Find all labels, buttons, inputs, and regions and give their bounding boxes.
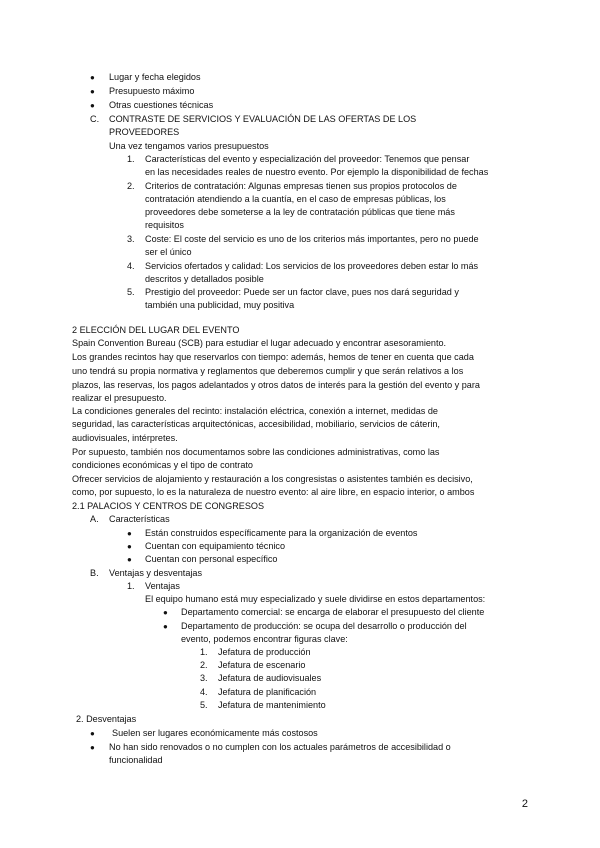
bullet-marker: ● bbox=[90, 101, 95, 110]
list-item-text: Jefatura de escenario bbox=[218, 660, 306, 670]
list-item-text: Jefatura de audiovisuales bbox=[218, 673, 322, 683]
subsection-label: Ventajas bbox=[145, 581, 180, 591]
list-marker: A. bbox=[90, 514, 99, 524]
list-item-text: Jefatura de producción bbox=[218, 647, 311, 657]
list-marker: B. bbox=[90, 568, 99, 578]
subsection-label: 2. Desventajas bbox=[76, 714, 137, 724]
bullet-text: Departamento comercial: se encarga de elaborar el presupuesto del cliente bbox=[181, 607, 485, 617]
subsection-label: Ventajas y desventajas bbox=[109, 568, 203, 578]
bullet-text: evento, podemos encontrar figuras clave: bbox=[181, 634, 348, 644]
section-21-heading: 2.1 PALACIOS Y CENTROS DE CONGRESOS bbox=[72, 501, 265, 511]
paragraph-line: Spain Convention Bureau (SCB) para estudiar el lugar adecuado y encontrar asesoramiento. bbox=[72, 338, 447, 348]
paragraph-line: uno tendrá su propia normativa y reglamentos que deberemos cumplir y que serán relativos a los bbox=[72, 366, 464, 376]
list-item-text: descritos y detallados posible bbox=[145, 274, 264, 284]
list-marker: 2. bbox=[127, 181, 135, 191]
paragraph-line: La condiciones generales del recinto: instalación eléctrica, conexión a internet, medidas de bbox=[72, 406, 438, 416]
list-marker: 4. bbox=[127, 261, 135, 271]
list-marker: 1. bbox=[127, 581, 135, 591]
list-marker: 3. bbox=[127, 234, 135, 244]
paragraph-line: El equipo humano está muy especializado y suele dividirse en estos departamentos: bbox=[145, 594, 486, 604]
list-item-text: Criterios de contratación: Algunas empresas tienen sus propios protocolos de bbox=[145, 181, 457, 191]
bullet-marker: ● bbox=[90, 87, 95, 96]
paragraph-line: Por supuesto, también nos documentamos sobre las condiciones administrativas, como las bbox=[72, 447, 440, 457]
list-item-text: Coste: El coste del servicio es uno de los criterios más importantes, pero no puede bbox=[145, 234, 479, 244]
section-c-heading: CONTRASTE DE SERVICIOS Y EVALUACIÓN DE LAS OFERTAS DE LOS bbox=[109, 114, 417, 124]
list-item-text: proveedores debe someterse a la ley de contratación públicas que tiene más bbox=[145, 207, 455, 217]
section-c-marker: C. bbox=[90, 114, 100, 124]
paragraph-line: audiovisuales, intérpretes. bbox=[72, 433, 178, 443]
section-c-heading: PROVEEDORES bbox=[109, 127, 180, 137]
bullet-text: Cuentan con equipamiento técnico bbox=[145, 541, 286, 551]
list-marker: 1. bbox=[127, 154, 135, 164]
bullet-text: Otras cuestiones técnicas bbox=[109, 100, 214, 110]
bullet-text: Cuentan con personal específico bbox=[145, 554, 278, 564]
list-marker: 5. bbox=[200, 700, 208, 710]
list-marker: 2. bbox=[200, 660, 208, 670]
bullet-text: Lugar y fecha elegidos bbox=[109, 72, 201, 82]
bullet-text: Presupuesto máximo bbox=[109, 86, 195, 96]
bullet-marker: ● bbox=[127, 529, 132, 538]
bullet-marker: ● bbox=[127, 542, 132, 551]
paragraph-line: realizar el presupuesto. bbox=[72, 393, 167, 403]
bullet-text: funcionalidad bbox=[109, 755, 163, 765]
bullet-marker: ● bbox=[90, 73, 95, 82]
list-item-text: ser el único bbox=[145, 247, 192, 257]
list-item-text: Servicios ofertados y calidad: Los servicios de los proveedores deben estar lo más bbox=[145, 261, 479, 271]
bullet-text: Están construidos específicamente para la organización de eventos bbox=[145, 528, 418, 538]
page-number: 2 bbox=[521, 798, 528, 810]
list-marker: 1. bbox=[200, 647, 208, 657]
bullet-text: Departamento de producción: se ocupa del desarrollo o producción del bbox=[181, 621, 467, 631]
bullet-marker: ● bbox=[90, 729, 95, 738]
list-item-text: Jefatura de mantenimiento bbox=[218, 700, 326, 710]
bullet-text: No han sido renovados o no cumplen con los actuales parámetros de accesibilidad o bbox=[109, 742, 451, 752]
bullet-text: Suelen ser lugares económicamente más costosos bbox=[112, 728, 318, 738]
bullet-marker: ● bbox=[163, 622, 168, 631]
section-2-heading: 2 ELECCIÓN DEL LUGAR DEL EVENTO bbox=[72, 325, 240, 335]
list-item-text: Prestigio del proveedor: Puede ser un factor clave, pues nos dará seguridad y bbox=[145, 287, 459, 297]
subsection-label: Características bbox=[109, 514, 170, 524]
list-marker: 4. bbox=[200, 687, 208, 697]
paragraph-line: plazos, las reservas, los pagos adelantados y otros datos de interés para la gestión del evento y para bbox=[72, 380, 480, 390]
list-marker: 5. bbox=[127, 287, 135, 297]
section-c-intro: Una vez tengamos varios presupuestos bbox=[109, 141, 269, 151]
paragraph-line: condiciones económicas y el tipo de contrato bbox=[72, 460, 253, 470]
paragraph-line: como, por supuesto, lo es la naturaleza de nuestro evento: al aire libre, en espacio interior, o ambos bbox=[72, 487, 475, 497]
list-item-text: Jefatura de planificación bbox=[218, 687, 317, 697]
paragraph-line: seguridad, las características arquitectónicas, accesibilidad, mobiliario, servicios de cáterin, bbox=[72, 419, 440, 429]
paragraph-line: Los grandes recintos hay que reservarlos con tiempo: además, hemos de tener en cuenta que cada bbox=[72, 352, 474, 362]
list-item-text: también una publicidad, muy positiva bbox=[145, 300, 295, 310]
list-marker: 3. bbox=[200, 673, 208, 683]
list-item-text: requisitos bbox=[145, 220, 184, 230]
list-item-text: contratación atendiendo a la cuantía, en el caso de empresas públicas, los bbox=[145, 194, 446, 204]
list-item-text: Características del evento y especialización del proveedor: Tenemos que pensar bbox=[145, 154, 470, 164]
bullet-marker: ● bbox=[163, 608, 168, 617]
bullet-marker: ● bbox=[90, 743, 95, 752]
list-item-text: en las necesidades reales de nuestro evento. Por ejemplo la disponibilidad de fechas bbox=[145, 167, 489, 177]
bullet-marker: ● bbox=[127, 555, 132, 564]
paragraph-line: Ofrecer servicios de alojamiento y restauración a los congresistas o asistentes también es decisivo, bbox=[72, 474, 473, 484]
